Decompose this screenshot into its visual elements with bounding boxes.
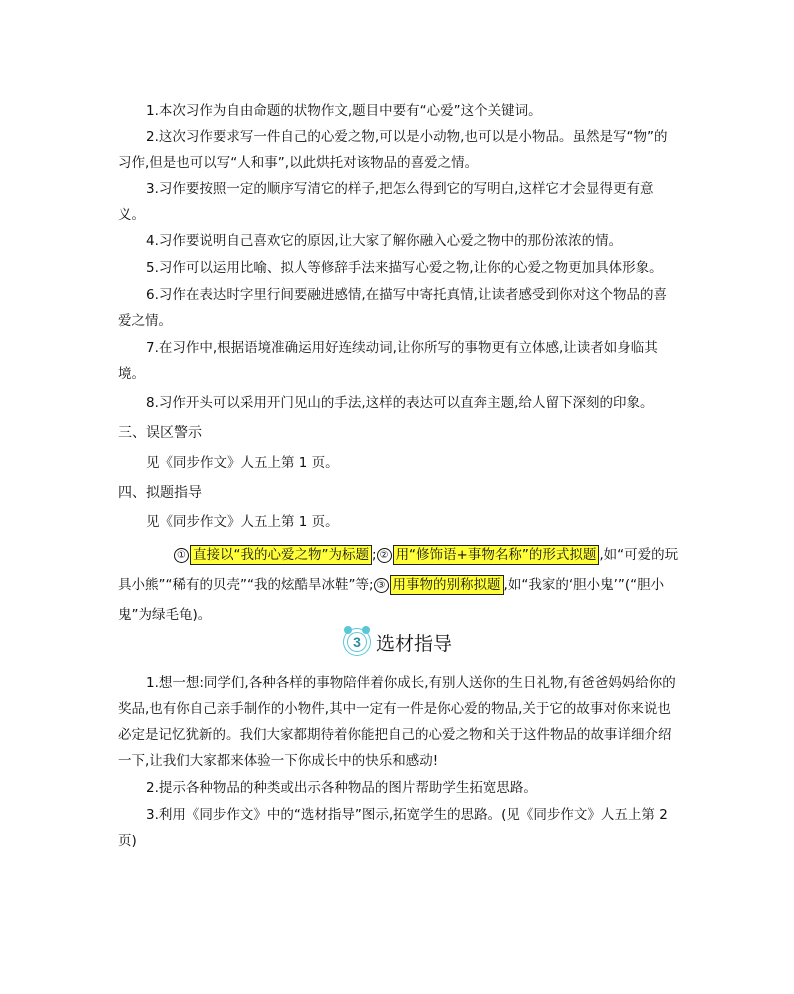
method-separator: ; (372, 547, 377, 563)
titling-text: 见《同步作文》人五上第 1 页。 (146, 514, 339, 530)
method-number-1: ① (174, 548, 189, 563)
requirement-7: 7.在习作中,根据语境准确运用好连续动词,让你所写的事物更有立体感,让读者如身临其境。 (118, 340, 658, 382)
requirement-6: 6.习作在表达时字里行间要融进感情,在描写中寄托真情,让读者感受到你对这个物品的喜爱之情。 (118, 287, 667, 329)
requirement-3: 3.习作要按照一定的顺序写清它的样子,把怎么得到它的写明白,这样它才会显得更有意义。 (118, 181, 654, 223)
method-number-2: ② (377, 548, 392, 563)
pitfalls-heading: 三、误区警示 (118, 425, 202, 441)
method-3-examples: ,如“我家的‘胆小鬼’”(“胆小鬼”为绿毛龟)。 (118, 577, 665, 623)
pitfalls-text: 见《同步作文》人五上第 1 页。 (146, 455, 339, 471)
requirement-8: 8.习作开头可以采用开门见山的手法,这样的表达可以直奔主题,给人留下深刻的印象。 (146, 395, 654, 411)
bear-number-badge-icon (344, 629, 370, 655)
material-item-1: 1.想一想:同学们,各种各样的事物陪伴着你成长,有别人送你的生日礼物,有爸爸妈妈给你的奖品,也有你自己亲手制作的小物件,其中一定有一件是你心爱的物品,关于它的故事对你来说也必定是记忆犹新的。我们大家都期待着你能把自己的心爱之物和关于这件物品的故事详细介绍一下,让我们大家都来体验一下你成长中的快乐和感动! (118, 675, 676, 769)
material-item-3: 3.利用《同步作文》中的“选材指导”图示,拓宽学生的思路。(见《同步作文》人五上第 2 页) (118, 807, 668, 849)
requirement-5: 5.习作可以运用比喻、拟人等修辞手法来描写心爱之物,让你的心爱之物更加具体形象。 (146, 260, 663, 276)
titling-heading: 四、拟题指导 (118, 485, 202, 501)
material-item-2: 2.提示各种物品的种类或出示各种物品的图片帮助学生拓宽思路。 (146, 780, 537, 796)
section-title: 选材指导 (376, 632, 453, 655)
requirement-1: 1.本次习作为自由命题的状物作文,题目中要有“心爱”这个关键词。 (146, 103, 542, 119)
requirement-4: 4.习作要说明自己喜欢它的原因,让大家了解你融入心爱之物中的那份浓浓的情。 (146, 233, 623, 249)
title-method-1-highlight: 直接以“我的心爱之物”为标题 (190, 545, 372, 565)
method-2-examples: ,如“可爱的玩具小熊”“稀有的贝壳”“我的炫酷旱冰鞋”等; (118, 547, 679, 593)
titling-methods (118, 540, 680, 630)
material-section-header (344, 626, 452, 658)
requirement-2: 2.这次习作要求写一件自己的心爱之物,可以是小动物,也可以是小物品。虽然是写“物”的习作,但是也可以写“人和事”,以此烘托对该物品的喜爱之情。 (118, 129, 668, 171)
method-number-3: ③ (374, 578, 389, 593)
section-number: 3 (348, 633, 366, 651)
title-method-3-highlight: 用事物的别称拟题 (390, 575, 504, 595)
title-method-2-highlight: 用“修饰语+事物名称”的形式拟题 (393, 545, 600, 565)
